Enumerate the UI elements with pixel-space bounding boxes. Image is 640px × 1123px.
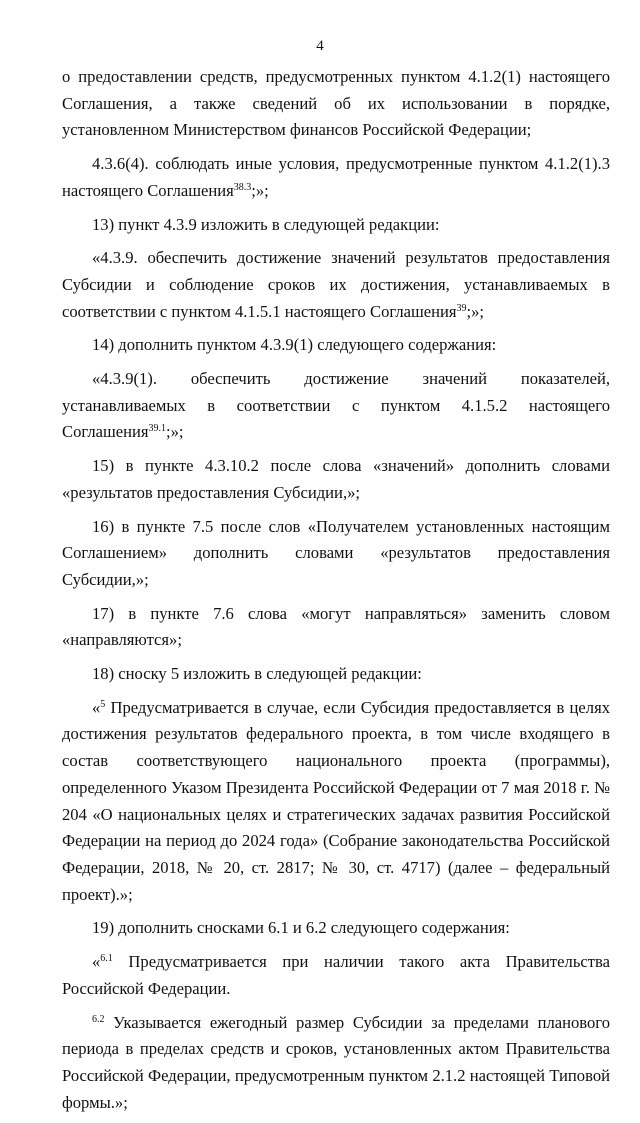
paragraph-item-13: 13) пункт 4.3.9 изложить в следующей редакции: <box>92 214 440 234</box>
paragraph-text: Предусматривается в случае, если Субсидия предоставляется в целях достижения результатов федерального проекта, в том числе входящего в состав соответствующего национального проекта (программы), определенного Указом Президента Российской Федерации от 7 мая 2018 г. № 204 «О национальных целях и стратегических задачах развития Российской Федерации на период до 2024 года» (Собрание законодательства Российской Федерации, 2018, № 20, ст. 2817; № 30, ст. 4717) (далее – федеральный проект).»; <box>62 697 610 904</box>
paragraph-text-end: ;»; <box>466 301 485 321</box>
paragraph-footnote-5 <box>62 695 610 909</box>
paragraph-text-end: ;»; <box>251 180 269 200</box>
footnote-ref-39: 39 <box>456 302 467 314</box>
paragraph-footnote-6-1 <box>62 949 610 1002</box>
paragraph-text: Предусматривается при наличии такого акта Правительства Российской Федерации. <box>62 952 610 998</box>
paragraph-continuation: о предоставлении средств, предусмотренных пунктом 4.1.2(1) настоящего Соглашения, а также сведений об их использовании в порядке, установленном Министерством финансов Российской Федерации; <box>62 67 610 140</box>
footnote-ref-39-1: 39.1 <box>148 423 167 435</box>
paragraph-4-3-9-1 <box>62 366 610 446</box>
paragraph-item-15: 15) в пункте 4.3.10.2 после слова «значений» дополнить словами «результатов предоставления Субсидии,»; <box>62 456 610 502</box>
page-number: 4 <box>316 38 324 54</box>
paragraph-text: 4.3.6(4). соблюдать иные условия, предусмотренные пунктом 4.1.2(1).3 настоящего Соглашения <box>62 154 610 200</box>
paragraph-text: Указывается ежегодный размер Субсидии за пределами планового периода в пределах средств и сроков, установленных актом Правительства Российской Федерации, предусмотренным пунктом 2.1.2 настоящей Типовой формы.»; <box>62 1012 610 1112</box>
open-quote: « <box>92 952 101 972</box>
open-quote: « <box>92 697 101 717</box>
footnote-ref-6-1: 6.1 <box>100 953 113 965</box>
footnote-ref-6-2: 6.2 <box>92 1013 105 1025</box>
paragraph-item-14: 14) дополнить пунктом 4.3.9(1) следующего содержания: <box>92 335 497 355</box>
document-body <box>62 64 610 1123</box>
footnote-ref-5: 5 <box>100 698 106 710</box>
footnote-ref-38-3: 38.3 <box>233 181 252 193</box>
paragraph-4-3-6-4 <box>62 151 610 204</box>
paragraph-text-end: ;»; <box>166 422 184 442</box>
paragraph-text: «4.3.9. обеспечить достижение значений результатов предоставления Субсидии и соблюдение сроков их достижения, устанавливаемых в соответствии с пунктом 4.1.5.1 настоящего Соглашения <box>62 248 610 321</box>
paragraph-item-19: 19) дополнить сносками 6.1 и 6.2 следующего содержания: <box>92 918 510 938</box>
paragraph-4-3-9 <box>62 245 610 325</box>
paragraph-item-17: 17) в пункте 7.6 слова «могут направляться» заменить словом «направляются»; <box>62 603 610 650</box>
paragraph-item-18: 18) сноску 5 изложить в следующей редакции: <box>92 664 422 684</box>
paragraph-footnote-6-2 <box>62 1010 610 1117</box>
paragraph-item-16: 16) в пункте 7.5 после слов «Получателем установленных настоящим Соглашением» дополнить словами «результатов предоставления Субсидии,»; <box>62 516 610 589</box>
paragraph-text: «4.3.9(1). обеспечить достижение значений показателей, устанавливаемых в соответствии с пунктом 4.1.5.2 настоящего Соглашения <box>62 369 610 442</box>
